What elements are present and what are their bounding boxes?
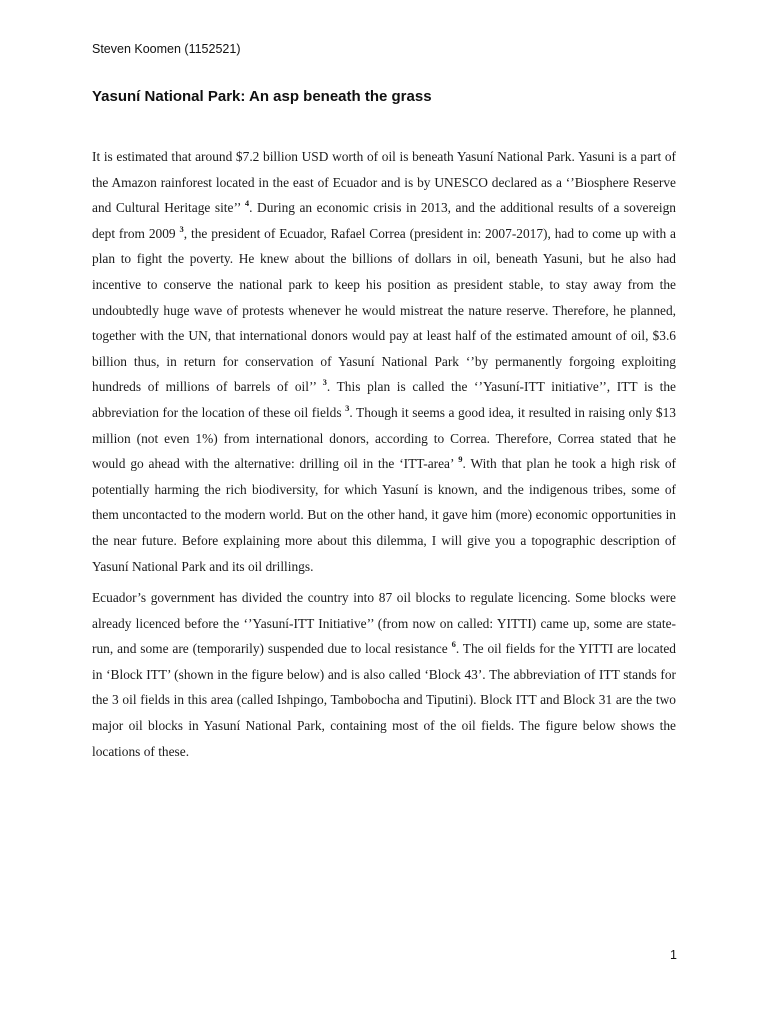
- paragraph-1: [92, 144, 676, 579]
- paragraph-1-text: , the president of Ecuador, Rafael Correa (president in: 2007-2017), had to come up with a plan to fight the poverty. He knew about the billions of dollars in oil, beneath Yasuni, but he also had incentive to conserve the national park to keep his position as president stable, to stay away from the undoubtedly huge wave of protests whenever he would mistreat the nature reserve. Therefore, he planned, together with the UN, that international donors would pay at least half of the estimated amount of oil, $3.6 billion thus, in return for conservation of Yasuní National Park ‘’by permanently forgoing exploiting hundreds of millions of barrels of oil’’: [92, 225, 676, 395]
- paragraph-1-text: . During an economic crisis in 2013, and the additional results of a sovereign dept from 2009: [92, 200, 676, 241]
- paragraph-2: [92, 585, 676, 764]
- paragraph-1-text: It is estimated that around $7.2 billion USD worth of oil is beneath Yasuní National Park. Yasuni is a part of the Amazon rainforest located in the east of Ecuador and is by UNESCO declared as a ‘’Biosphere Reserve and Cultural Heritage site’’: [92, 149, 676, 216]
- paragraph-1-text: . Though it seems a good idea, it resulted in raising only $13 million (not even 1%) from international donors, according to Correa. Therefore, Correa stated that he would go ahead with the alternative: drilling oil in the ‘ITT-area’: [92, 404, 676, 472]
- paragraph-1-text: . With that plan he took a high risk of potentially harming the rich biodiversity, for which Yasuní is known, and the indigenous tribes, some of them uncontacted to the modern world. But on the other hand, it gave him (more) economic opportunities in the near future. Before explaining more about this dilemma, I will give you a topographic description of Yasuní National Park and its oil drillings.: [92, 456, 676, 574]
- footnote-ref: 3: [345, 402, 350, 413]
- footnote-ref: 3: [179, 223, 184, 234]
- footnote-ref: 6: [451, 639, 456, 650]
- footnote-ref: 3: [322, 377, 327, 388]
- page-number: 1: [670, 948, 677, 962]
- paragraph-2-text: Ecuador’s government has divided the country into 87 oil blocks to regulate licencing. Some blocks were already licenced before the ‘’Yasuní-ITT Initiative’’ (from now on called: YITTI) came up, some are state-run, and some are (temporarily) suspended due to local resistance: [92, 590, 676, 657]
- body-text: [92, 144, 676, 764]
- paragraph-2-text: . The oil fields for the YITTI are located in ‘Block ITT’ (shown in the figure below) and is also called ‘Block 43’. The abbreviation of ITT stands for the 3 oil fields in this area (called Ishpingo, Tambobocha and Tiputini). Block ITT and Block 31 are the two major oil blocks in Yasuní National Park, containing most of the oil fields. The figure below shows the locations of these.: [92, 641, 676, 759]
- paragraph-1-text: . This plan is called the ‘’Yasuní-ITT initiative’’, ITT is the abbreviation for the location of these oil fields: [92, 379, 676, 420]
- document-title: Yasuní National Park: An asp beneath the grass: [92, 88, 432, 105]
- footnote-ref: 9: [458, 454, 463, 465]
- footnote-ref: 4: [244, 198, 250, 209]
- author-header: Steven Koomen (1152521): [92, 42, 241, 56]
